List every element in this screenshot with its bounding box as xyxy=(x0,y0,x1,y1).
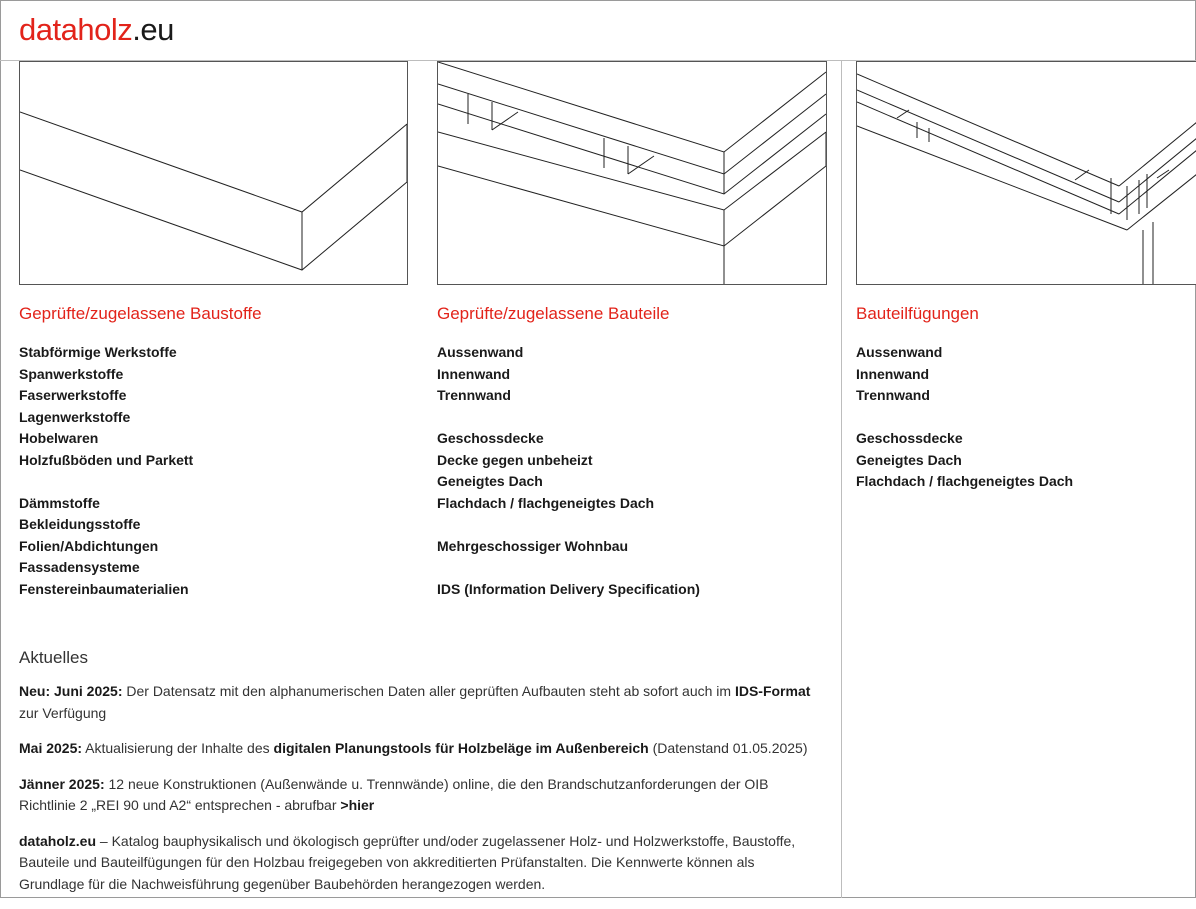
list-spacer xyxy=(437,514,700,536)
news-item-text: Aktualisierung der Inhalte des xyxy=(82,740,274,756)
list-item: Mehrgeschossiger Wohnbau xyxy=(437,537,629,554)
news-item-link[interactable]: IDS-Format xyxy=(734,683,811,699)
logo-tld: .eu xyxy=(132,12,174,47)
column-bauteile xyxy=(437,303,700,600)
list-spacer xyxy=(437,557,700,579)
logo-brand: dataholz xyxy=(19,12,133,47)
news-item-date: Jänner 2025: xyxy=(19,775,105,792)
news-title: Aktuelles xyxy=(19,648,88,667)
news-section xyxy=(19,645,819,909)
list-item: Dämmstoffe xyxy=(19,494,100,511)
news-item-date: Neu: Juni 2025: xyxy=(19,683,123,699)
list-item: Geneigtes Dach xyxy=(437,473,543,489)
list-item: Bekleidungsstoffe xyxy=(19,516,141,532)
list-item: Geschossdecke xyxy=(437,430,544,446)
list-item: Folien/Abdichtungen xyxy=(19,537,159,554)
list-bauteilfuegungen xyxy=(856,342,1073,493)
list-item: Aussenwand xyxy=(437,344,524,360)
list-item: Decke gegen unbeheizt xyxy=(437,451,593,468)
list-spacer xyxy=(19,471,262,493)
list-item: Trennwand xyxy=(856,387,930,403)
list-item: Aussenwand xyxy=(856,344,943,360)
list-bauteile xyxy=(437,342,700,600)
list-item: Geschossdecke xyxy=(856,430,963,446)
list-spacer xyxy=(437,407,700,429)
column-bauteilfuegungen xyxy=(856,303,1073,493)
list-item: Fassadensysteme xyxy=(19,559,140,575)
news-item xyxy=(19,681,819,724)
column-title-bauteilfuegungen[interactable]: Bauteilfügungen xyxy=(856,304,979,323)
list-item: Faserwerkstoffe xyxy=(19,387,127,403)
news-item-link[interactable]: >hier xyxy=(340,797,375,813)
list-item: Flachdach / flachgeneigtes Dach xyxy=(437,494,655,511)
bauteilfuegungen-image[interactable] xyxy=(856,61,1196,285)
list-item: IDS (Information Delivery Specification) xyxy=(437,580,700,597)
list-item: Fenstereinbaumaterialien xyxy=(19,580,189,597)
header xyxy=(0,0,1196,61)
news-item-text: (Datenstand 01.05.2025) xyxy=(648,740,808,756)
about-brand: dataholz.eu xyxy=(19,832,97,849)
component-joint-drawing-icon xyxy=(857,62,1196,284)
about-description: – Katalog bauphysikalisch und ökologisch geprüfter und/oder zugelassener Holz- und Holzwerkstoffe, Baustoffe, Bauteile und Bauteilfügungen für den Holzbau freigegeben von akkreditierten Prüfanstalten. Die Kennwerte können als Grundlage für die Nachweisführung gegenüber Baubehörden herangezogen werden. xyxy=(19,832,796,892)
news-item-date: Mai 2025: xyxy=(19,740,83,756)
list-spacer xyxy=(856,407,1073,429)
news-item-text: 12 neue Konstruktionen (Außenwände u. Trennwände) online, die den Brandschutzanforderungen der OIB Richtlinie 2 „REI 90 und A2“ entsprechen - abrufbar xyxy=(19,775,769,813)
list-item: Trennwand xyxy=(437,387,511,403)
column-divider xyxy=(841,60,842,898)
list-baustoffe xyxy=(19,342,262,600)
column-title-bauteile[interactable]: Geprüfte/zugelassene Bauteile xyxy=(437,304,670,323)
list-item: Stabförmige Werkstoffe xyxy=(19,344,177,360)
list-item: Innenwand xyxy=(856,365,930,382)
list-item: Flachdach / flachgeneigtes Dach xyxy=(856,473,1074,489)
building-component-drawing-icon xyxy=(438,62,826,284)
list-item: Geneigtes Dach xyxy=(856,451,962,468)
list-item: Hobelwaren xyxy=(19,430,99,446)
list-item: Innenwand xyxy=(437,365,511,382)
news-item-link[interactable]: digitalen Planungstools für Holzbeläge im Außenbereich xyxy=(273,740,649,756)
column-title-baustoffe[interactable]: Geprüfte/zugelassene Baustoffe xyxy=(19,304,262,323)
list-item: Spanwerkstoffe xyxy=(19,365,124,382)
list-item: Lagenwerkstoffe xyxy=(19,408,131,425)
list-item: Holzfußböden und Parkett xyxy=(19,451,194,468)
about-text xyxy=(19,831,819,896)
timber-beam-drawing-icon xyxy=(20,62,407,284)
bauteile-image[interactable] xyxy=(437,61,827,285)
news-item xyxy=(19,738,819,760)
column-baustoffe xyxy=(19,303,262,600)
baustoffe-image[interactable] xyxy=(19,61,408,285)
news-item-text: zur Verfügung xyxy=(19,704,107,721)
news-item-text: Der Datensatz mit den alphanumerischen Daten aller geprüften Aufbauten steht ab sofort auch im xyxy=(122,683,735,699)
news-item xyxy=(19,774,819,817)
site-logo[interactable] xyxy=(19,10,174,50)
